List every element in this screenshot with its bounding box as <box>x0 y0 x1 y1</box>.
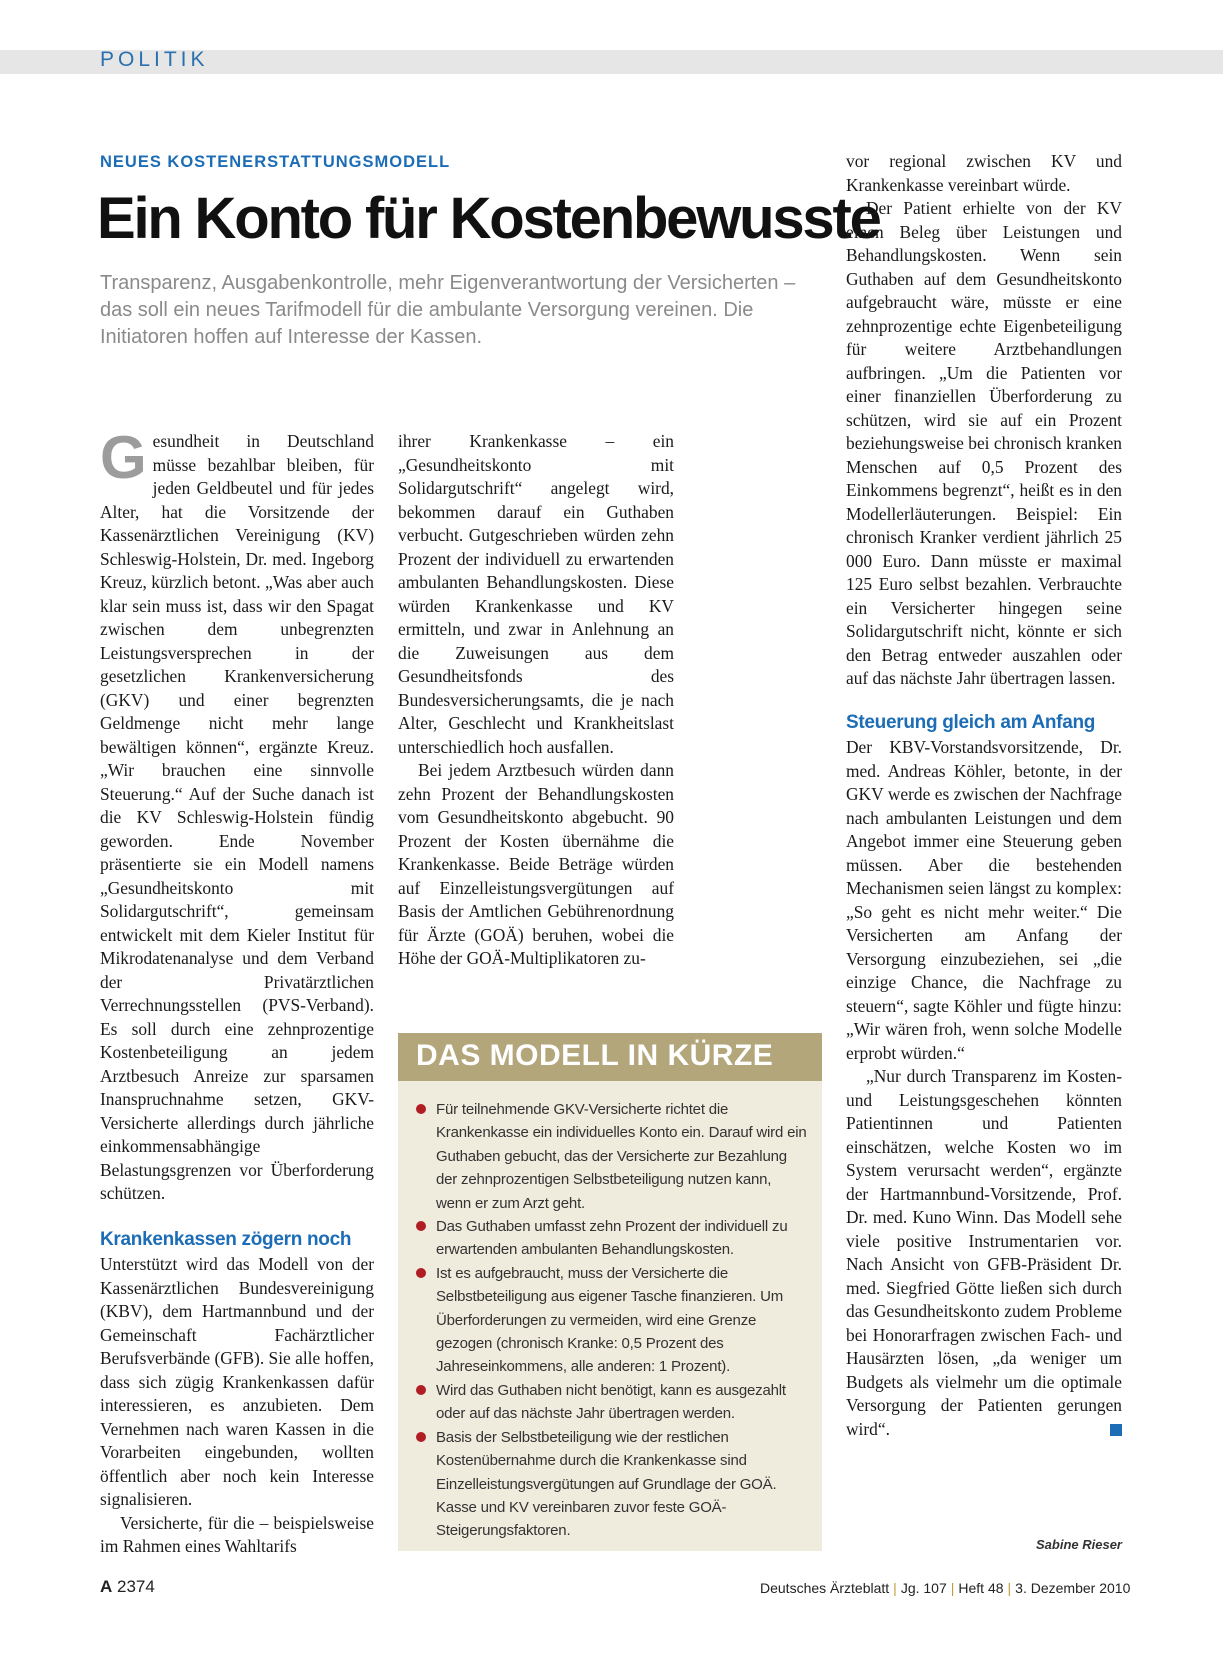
bullet-icon <box>416 1268 426 1278</box>
bullet-icon <box>416 1104 426 1114</box>
separator: | <box>893 1580 897 1596</box>
footer-citation <box>760 1580 1131 1596</box>
list-item-text: Für teilnehmende GKV-Versicherte richtet die Krankenkasse ein individuelles Konto ein. Darauf wird ein Guthaben gebucht, das der Versicherte zur Bezahlung der zehnprozentigen Selbstbeteiligung nutzen kann, wenn er zum Arzt geht. <box>436 1101 807 1212</box>
info-box-title: DAS MODELL IN KÜRZE <box>416 1039 774 1072</box>
list-item <box>416 1098 808 1215</box>
issue: Heft 48 <box>958 1580 1004 1596</box>
article-column-1 <box>100 424 374 1559</box>
page-number <box>100 1577 155 1597</box>
paragraph: Bei jedem Arztbesuch würden dann zehn Prozent der Behandlungskosten vom Gesundheitskonto abgebucht. 90 Prozent der Kosten übernähme die Krankenkasse. Beide Beträge würden auf Einzelleistungsvergütungen auf Basis der Amtlichen Gebührenordnung für Ärzte (GOÄ) beruhen, wobei die Höhe der GOÄ-Multiplikatoren zu- <box>398 760 674 968</box>
drop-cap: G <box>100 424 147 491</box>
journal-name: Deutsches Ärzteblatt <box>760 1580 890 1596</box>
list-item <box>416 1379 808 1426</box>
issue-date: 3. Dezember 2010 <box>1015 1580 1131 1596</box>
article-lead: Transparenz, Ausgabenkontrolle, mehr Eigenverantwortung der Versicherten – das soll ein neues Tarifmodell für die ambulante Versorgung vereinen. Die Initiatoren hoffen auf Interesse der Kassen. <box>100 272 796 348</box>
list-item-text: Wird das Guthaben nicht benötigt, kann es ausgezahlt oder auf das nächste Jahr übertragen werden. <box>436 1381 786 1423</box>
volume: Jg. 107 <box>900 1580 947 1596</box>
article-kicker: NEUES KOSTENERSTATTUNGSMODELL <box>100 153 451 171</box>
separator: | <box>1007 1580 1012 1596</box>
separator: | <box>950 1580 955 1596</box>
subheading: Krankenkassen zögern noch <box>100 1228 352 1250</box>
list-item-text: Das Guthaben umfasst zehn Prozent der individuell zu erwartenden ambulanten Behandlungskosten. <box>436 1218 788 1259</box>
list-item <box>416 1426 808 1543</box>
list-item <box>416 1215 808 1262</box>
info-box-header <box>398 1033 822 1081</box>
bullet-icon <box>416 1221 426 1231</box>
section-label: POLITIK <box>100 48 209 71</box>
paragraph: ihrer Krankenkasse – ein „Gesundheitskonto mit Solidargutschrift“ angelegt wird, bekommen darauf ein Guthaben verbucht. Gutgeschrieben würden zehn Prozent der individuell zu erwartenden ambulanten Behandlungskosten. Diese würden Krankenkasse und KV ermitteln, und zwar in Anlehnung an die Zuweisungen aus dem Gesundheitsfonds des Bundesversicherungsamts, die je nach Alter, Geschlecht und Krankheitslast unterschiedlich hoch ausfallen. <box>398 431 674 757</box>
page-number-value: 2374 <box>117 1577 155 1596</box>
subheading: Steuerung gleich am Anfang <box>846 711 1096 733</box>
list-item <box>416 1262 808 1379</box>
article-column-2 <box>398 430 674 971</box>
paragraph: vor regional zwischen KV und Krankenkasse vereinbart würde. <box>846 151 1122 195</box>
paragraph <box>846 1065 1122 1441</box>
info-box <box>398 1033 822 1551</box>
article-column-3 <box>846 150 1122 1441</box>
paragraph: Unterstützt wird das Modell von der Kassenärztlichen Bundesvereinigung (KBV), dem Hartmannbund und der Gemeinschaft Fachärztlicher Berufsverbände (GFB). Sie alle hoffen, dass sich zügig Krankenkassen dafür interessieren, es anzubieten. Dem Vernehmen nach waren Kassen in die Vorarbeiten eingebunden, wollten öffentlich aber noch kein Interesse signalisieren. <box>100 1254 374 1509</box>
bullet-icon <box>416 1385 426 1395</box>
paragraph-text: esundheit in Deutschland müsse bezahlbar bleiben, für jeden Geldbeutel und für jedes Alter, hat die Vorsitzende der Kassenärztlichen Vereinigung (KV) Schleswig-Holstein, Dr. med. Ingeborg Kreuz, kürzlich betont. „Was aber auch klar sein muss ist, dass wir den Spagat zwischen dem unbegrenzten Leistungsversprechen in der gesetzlichen Krankenversicherung (GKV) und einer begrenzten Geldmenge nicht mehr lange bewältigen können“, ergänzte Kreuz. „Wir brauchen eine sinnvolle Steuerung.“ Auf der Suche danach ist die KV Schleswig-Holstein fündig geworden. Ende November präsentierte sie ein Modell namens „Gesundheitskonto mit Solidargutschrift“, gemeinsam entwickelt mit dem Kieler Institut für Mikrodatenanalyse und dem Verband der Privatärztlichen Verrechnungsstellen (PVS-Verband). Es soll durch eine zehnprozentige Kostenbeteiligung an jedem Arztbesuch Anreize zur sparsamen Inanspruchnahme setzen, GKV-Versicherte allerdings durch jährliche einkommensabhängige Belastungsgrenzen vor Überforderung schützen. <box>100 431 374 1203</box>
paragraph-text: „Nur durch Transparenz im Kosten- und Leistungsgeschehen könnten Patientinnen und Patienten einschätzen, welche Kosten wo im System verursacht werden“, ergänzte der Hartmannbund-Vorsitzende, Prof. Dr. med. Kuno Winn. Das Modell sehe viele positive Instrumentarien vor. Nach Ansicht von GFB-Präsident Dr. med. Siegfried Götte ließen sich durch das Gesundheitskonto zudem Probleme bei Honorarfragen zwischen Fach- und Hausärzten lösen, „da weniger um Budgets als vielmehr um die optimale Versorgung der Patienten gerungen wird“. <box>846 1066 1122 1439</box>
end-mark-icon <box>1110 1424 1122 1436</box>
list-item-text: Ist es aufgebraucht, muss der Versicherte die Selbstbeteiligung aus eigener Tasche finanzieren. Um Überforderungen zu vermeiden, wird eine Grenze gezogen (chronisch Kranke: 0,5 Prozent des Jahreseinkommens, alle anderen: 1 Prozent). <box>436 1264 784 1376</box>
author-byline: Sabine Rieser <box>1036 1537 1122 1552</box>
bullet-icon <box>416 1432 426 1442</box>
paragraph: Der Patient erhielte von der KV einen Beleg über Leistungen und Behandlungskosten. Wenn sein Guthaben auf dem Gesundheitskonto aufgebraucht wäre, müsste er eine zehnprozentige echte Eigenbeteiligung für weitere Arztbehandlungen aufbringen. „Um die Patienten vor einer finanziellen Überforderung zu schützen, wird sie auf ein Prozent beziehungsweise bei chronisch kranken Menschen auf 0,5 Prozent des Einkommens begrenzt“, heißt es in den Modellerläuterungen. Beispiel: Ein chronisch Kranker verdient jährlich 25 000 Euro. Dann müsste er maximal 125 Euro selbst bezahlen. Verbrauchte ein Versicherter hingegen seine Solidargutschrift nicht, könnte er sich den Betrag entweder auszahlen oder auf das nächste Jahr übertragen lassen. <box>846 198 1122 688</box>
list-item-text: Basis der Selbstbeteiligung wie der restlichen Kostenübernahme durch die Krankenkasse sind Einzelleistungsvergütungen auf Grundlage der GOÄ. Kasse und KV vereinbaren zuvor feste GOÄ-Steigerungsfaktoren. <box>436 1428 777 1540</box>
article-title: Ein Konto für Kostenbewusste <box>97 186 880 251</box>
page-prefix: A <box>100 1577 113 1596</box>
paragraph: Der KBV-Vorstandsvorsitzende, Dr. med. Andreas Köhler, betonte, in der GKV werde es zwischen der Nachfrage nach ambulanten Leistungen und dem Angebot immer eine Steuerung geben müssen. Aber die bestehenden Mechanismen seien längst zu komplex: „So geht es nicht mehr weiter.“ Die Versicherten am Anfang der Versorgung einzubeziehen, sei „die einzige Chance, die Nachfrage zu steuern“, sagte Köhler und fügte hinzu: „Wir wären froh, wenn solche Modelle erprobt würden.“ <box>846 737 1122 1063</box>
paragraph <box>100 424 374 1206</box>
paragraph: Versicherte, für die – beispielsweise im Rahmen eines Wahltarifs <box>100 1512 374 1556</box>
info-box-list <box>416 1098 808 1543</box>
